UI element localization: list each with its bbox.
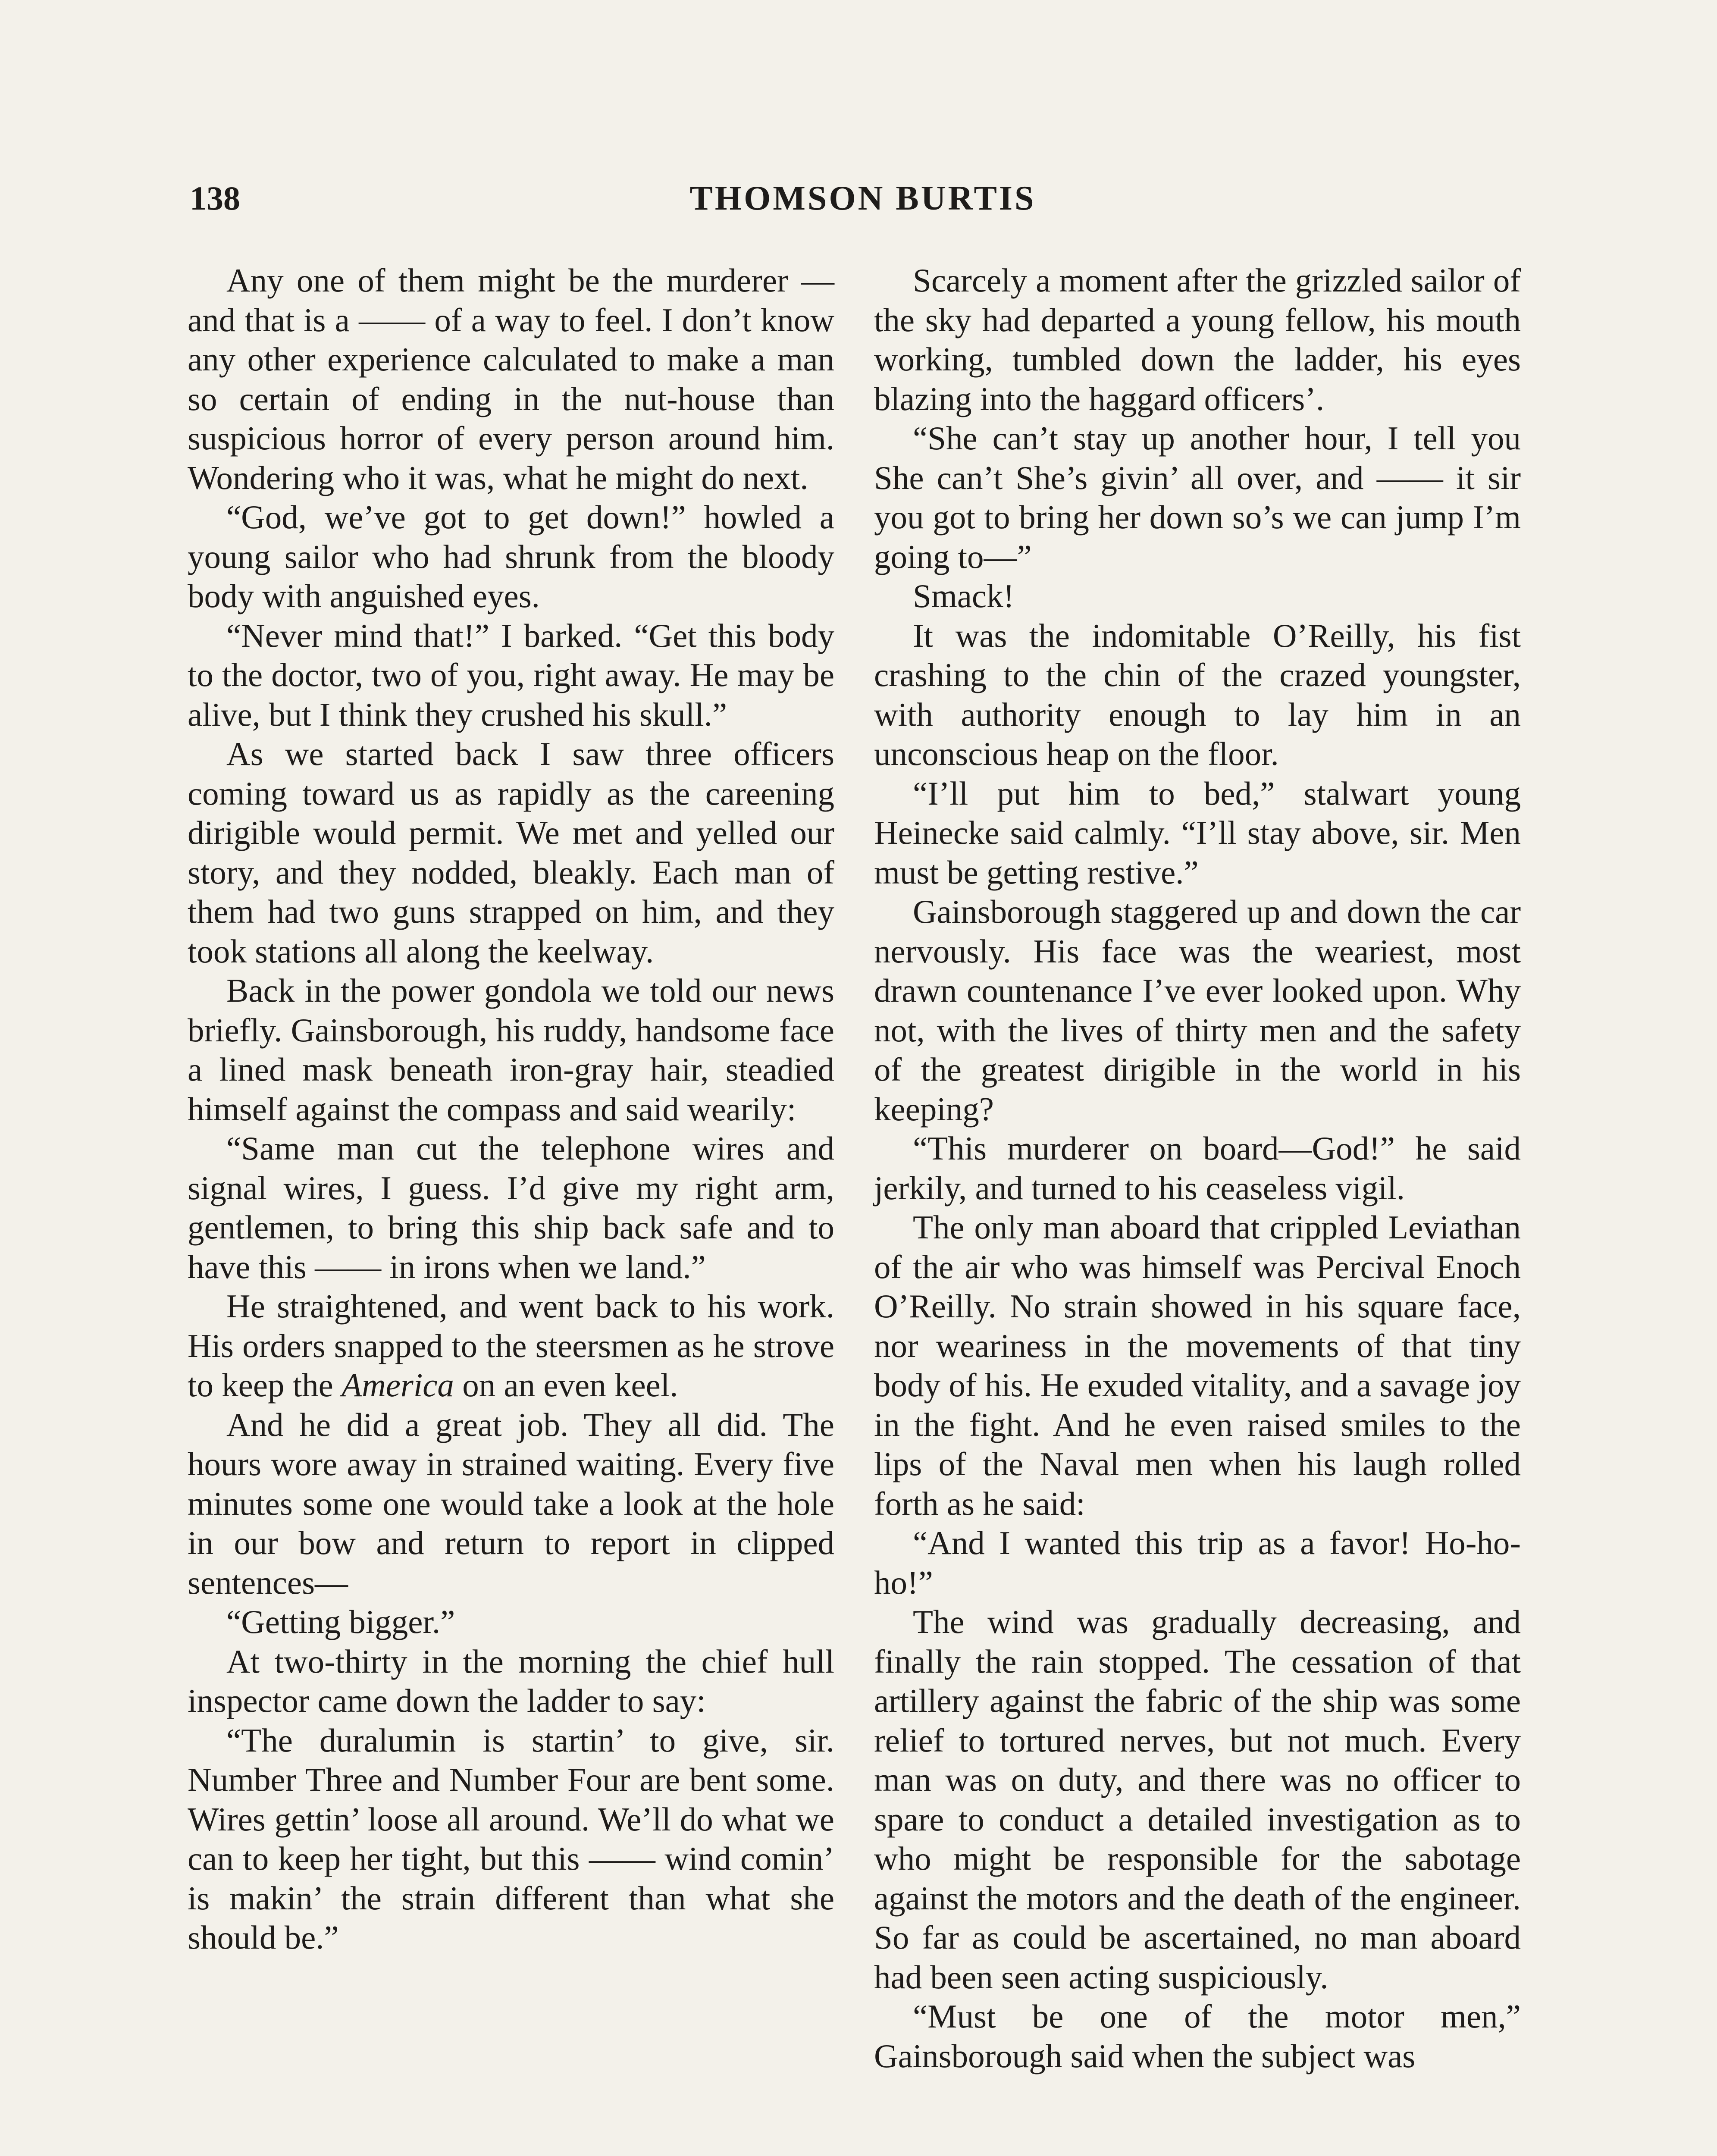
paragraph: “She can’t stay up another hour, I tell you She can’t She’s givin’ all over, and —— it sir you got to bring her down so’s we can jump I’m going to—”	[874, 420, 1521, 575]
paragraph-text-end: on an even keel.	[454, 1366, 678, 1404]
paragraph: Smack!	[913, 577, 1015, 614]
paragraph: “Same man cut the telephone wires and signal wires, I guess. I’d give my right arm, gentlemen, to bring this ship back safe and to have this —— in irons when we land.”	[188, 1130, 834, 1285]
page-number: 138	[190, 179, 240, 217]
paragraph: “This murderer on board—God!” he said jerkily, and turned to his ceaseless vigil.	[874, 1130, 1521, 1206]
paragraph-with-ship-name	[188, 1287, 834, 1405]
paragraph: The only man aboard that crippled Leviathan of the air who was himself was Percival Enoch O’Reilly. No strain showed in his square face, nor weariness in the movements of that tiny body of his. He exuded vitality, and a savage joy in the fight. And he even raised smiles to the lips of the Naval men when his laugh rolled forth as he said:	[874, 1209, 1521, 1522]
paragraph-text: He straightened, and went back to his work. His orders snapped to the steersmen as he strove to keep the	[188, 1288, 834, 1404]
paragraph: “Must be one of the motor men,” Gainsborough said when the subject was	[874, 1998, 1521, 2075]
paragraph: At two-thirty in the morning the chief hull inspector came down the ladder to say:	[188, 1642, 834, 1719]
right-column	[874, 261, 1521, 2076]
paragraph: Scarcely a moment after the grizzled sailor of the sky had departed a young fellow, his mouth working, tumbled down the ladder, his eyes blazing into the haggard officers’.	[874, 262, 1521, 417]
paragraph: “I’ll put him to bed,” stalwart young Heinecke said calmly. “I’ll stay above, sir. Men must be getting restive.”	[874, 774, 1521, 891]
running-head	[190, 172, 1536, 224]
paragraph: “The duralumin is startin’ to give, sir. Number Three and Number Four are bent some. Wires gettin’ loose all around. We’ll do what we can to keep her tight, but this —— wind comin’ is makin’ the strain different than what she should be.”	[188, 1721, 834, 1956]
running-title: THOMSON BURTIS	[689, 179, 1036, 217]
left-column	[188, 261, 834, 1958]
paragraph: “Never mind that!” I barked. “Get this body to the doctor, two of you, right away. He may be alive, but I think they crushed his skull.”	[188, 617, 834, 733]
paragraph: It was the indomitable O’Reilly, his fist crashing to the chin of the crazed youngster, with authority enough to lay him in an unconscious heap on the floor.	[874, 617, 1521, 772]
paragraph: Back in the power gondola we told our news briefly. Gainsborough, his ruddy, handsome face a lined mask beneath iron-gray hair, steadied himself against the compass and said wearily:	[188, 972, 834, 1128]
paragraph: As we started back I saw three officers coming toward us as rapidly as the careening dirigible would permit. We met and yelled our story, and they nodded, bleakly. Each man of them had two guns strapped on him, and they took stations all along the keelway.	[188, 735, 834, 970]
paragraph: “And I wanted this trip as a favor! Ho-ho-ho!”	[874, 1524, 1521, 1601]
paragraph: Any one of them might be the murderer —and that is a —— of a way to feel. I don’t know any other experience calculated to make a man so certain of ending in the nut-house than suspicious horror of every person around him. Wondering who it was, what he might do next.	[188, 262, 834, 496]
paragraph: The wind was gradually decreasing, and finally the rain stopped. The cessation of that artillery against the fabric of the ship was some relief to tortured nerves, but not much. Every man was on duty, and there was no officer to spare to conduct a detailed investigation as to who might be responsible for the sabotage against the motors and the death of the engineer. So far as could be ascertained, no man aboard had been seen acting suspiciously.	[874, 1603, 1521, 1996]
ship-name: America	[342, 1366, 454, 1404]
paragraph: And he did a great job. They all did. The hours wore away in strained waiting. Every five minutes some one would take a look at the hole in our bow and return to report in clipped sentences—	[188, 1406, 834, 1601]
paragraph: “Getting bigger.”	[226, 1603, 455, 1640]
paragraph: “God, we’ve got to get down!” howled a young sailor who had shrunk from the bloody body with anguished eyes.	[188, 498, 834, 614]
paragraph: Gainsborough staggered up and down the car nervously. His face was the weariest, most drawn countenance I’ve ever looked upon. Why not, with the lives of thirty men and the safety of the greatest dirigible in the world in his keeping?	[874, 893, 1521, 1128]
